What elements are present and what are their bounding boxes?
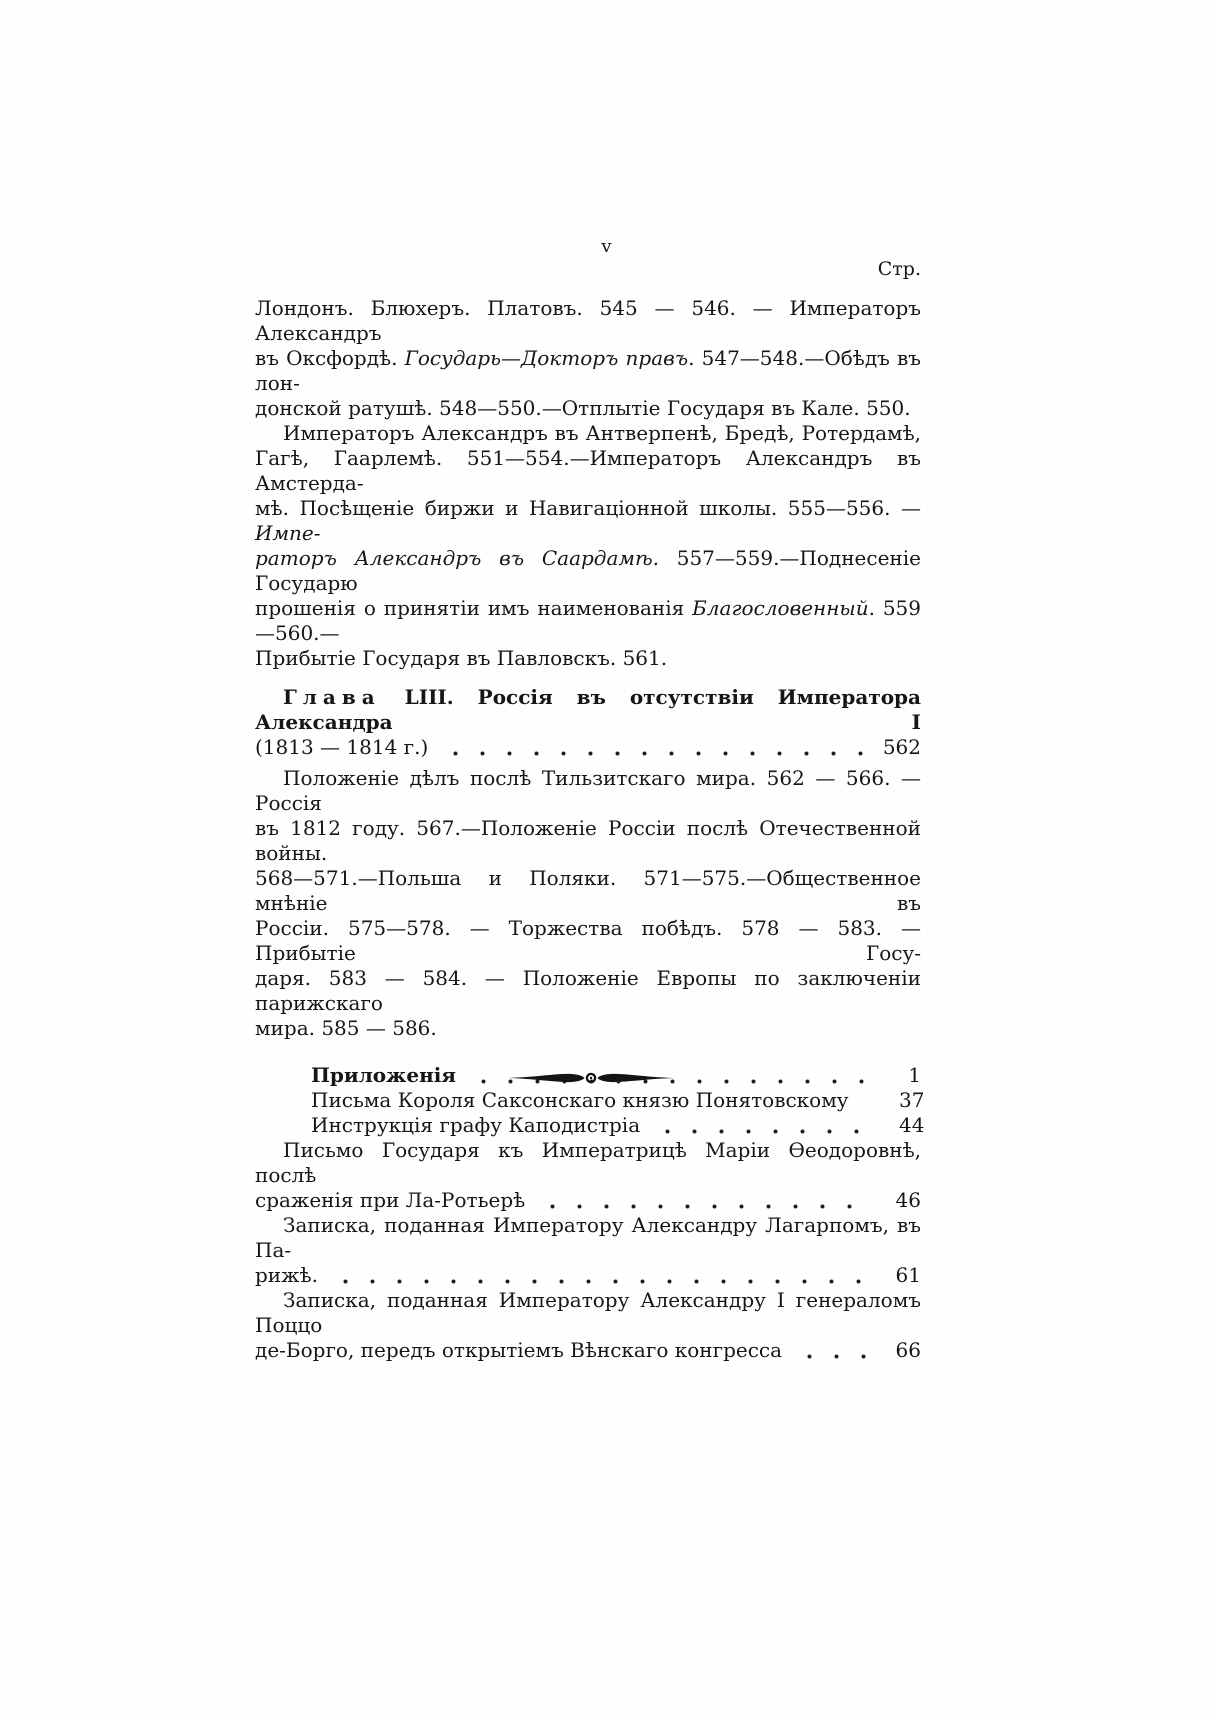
dot-leader [796, 1353, 869, 1360]
appendix-page-number: 46 [895, 1188, 921, 1212]
tailpiece-ornament-icon [506, 1068, 676, 1088]
appendix-entry [255, 1288, 921, 1363]
appendix-entry-row [255, 1263, 921, 1288]
chapter-title: LIII. Россія въ отсутствіи Императора Александра I [255, 685, 921, 734]
toc-line [255, 596, 921, 646]
toc-paragraph-3 [255, 766, 921, 1041]
toc-line [255, 1213, 921, 1263]
appendix-label: сраженія при Ла-Ротьерѣ [255, 1188, 526, 1212]
toc-line [255, 816, 921, 866]
toc-text: въ Оксфордѣ. [255, 346, 405, 370]
toc-text-italic: Государь—Докторъ правъ [404, 346, 689, 370]
toc-text: . 559—560.— [255, 596, 921, 645]
toc-line [255, 1288, 921, 1338]
chapter-heading-block [255, 685, 921, 760]
toc-text: даря. 583 — 584. — Положеніе Европы по заключеніи парижскаго [255, 966, 921, 1015]
toc-text: 557—559.—Поднесеніе Государю [255, 546, 921, 595]
toc-line [255, 916, 921, 966]
chapter-word: Глава [283, 685, 381, 709]
dot-leader [654, 1128, 869, 1135]
toc-line [255, 396, 921, 421]
toc-text: Россіи. 575—578. — Торжества побѣдъ. 578 — 583. — Прибытіе Госу- [255, 916, 921, 965]
toc-text: въ 1812 году. 567.—Положеніе Россіи послѣ Отечественной войны. [255, 816, 921, 865]
appendix-label: Записка, поданная Императору Александру I генераломъ Поццо [255, 1288, 921, 1337]
appendix-page-number: 66 [895, 1338, 921, 1362]
chapter-page-row [255, 735, 921, 760]
toc-text: Положеніе дѣлъ послѣ Тильзитскаго мира. 562 — 566. — Россія [255, 766, 921, 815]
toc-text: мира. 585 — 586. [255, 1016, 437, 1040]
appendix-label: Записка, поданная Императору Александру Лагарпомъ, въ Па- [255, 1213, 921, 1262]
toc-text: Лондонъ. Блюхеръ. Платовъ. 545 — 546. — Императоръ Александръ [255, 296, 921, 345]
toc-line [255, 421, 921, 446]
dot-leader [863, 1103, 869, 1110]
dot-leader [332, 1278, 869, 1285]
toc-column [255, 296, 925, 1363]
appendix-label: Приложенія [311, 1063, 457, 1087]
toc-text-italic: Благословенный [692, 596, 869, 620]
appendix-label: рижѣ. [255, 1263, 318, 1287]
toc-line [255, 646, 921, 671]
toc-text-italic: Импе- [255, 521, 321, 545]
toc-text: Прибытіе Государя въ Павловскъ. 561. [255, 646, 668, 670]
appendix-page-number: 1 [908, 1063, 921, 1087]
appendix-page-number: 44 [899, 1113, 925, 1137]
appendix-page-number: 61 [895, 1263, 921, 1287]
toc-line [255, 1138, 921, 1188]
appendix-page-number: 37 [899, 1088, 925, 1112]
toc-paragraph-1 [255, 296, 921, 421]
toc-line [255, 296, 921, 346]
toc-line [255, 496, 921, 546]
toc-line [255, 766, 921, 816]
appendix-label: Письма Короля Саксонскаго князю Понятовскому [311, 1088, 849, 1112]
toc-text: прошенія о принятіи имъ наименованія [255, 596, 693, 620]
toc-text: донской ратушѣ. 548—550.—Отплытіе Государя въ Кале. 550. [255, 396, 911, 420]
page-column-header: Стр. [877, 258, 921, 280]
appendix-label: Инструкція графу Каподистріа [311, 1113, 641, 1137]
chapter-page-number: 562 [882, 735, 921, 759]
toc-line [255, 966, 921, 1016]
toc-line [255, 1016, 921, 1041]
chapter-dates: (1813 — 1814 г.) [255, 735, 429, 759]
appendix-label: де-Борго, передъ открытіемъ Вѣнскаго конгресса [255, 1338, 783, 1362]
toc-text: мѣ. Посѣщеніе биржи и Навигаціонной школы. 555—556. — [255, 496, 921, 520]
appendix-label: Письмо Государя къ Императрицѣ Маріи Ѳеодоровнѣ, послѣ [255, 1138, 921, 1187]
toc-text-italic: раторъ Александръ въ Саардамѣ. [255, 546, 659, 570]
toc-line [255, 546, 921, 596]
appendix-list [255, 1063, 925, 1363]
toc-line [255, 446, 921, 496]
appendix-entry-row [255, 1188, 921, 1213]
toc-line [255, 866, 921, 916]
dot-leader [539, 1203, 869, 1210]
appendix-entry [255, 1138, 921, 1213]
toc-line [255, 346, 921, 396]
appendix-entry [255, 1213, 921, 1288]
toc-paragraph-2 [255, 421, 921, 671]
appendix-entry [255, 1113, 925, 1138]
toc-text: Гагѣ, Гаарлемѣ. 551—554.—Императоръ Александръ въ Амстерда- [255, 446, 921, 495]
dot-leader [442, 750, 869, 757]
toc-text: . 547—548.—Обѣдъ въ лон- [255, 346, 921, 395]
page-number-folio: v [601, 236, 612, 257]
chapter-heading [255, 685, 921, 735]
appendix-entry-row [255, 1338, 921, 1363]
toc-text: 568—571.—Польша и Поляки. 571—575.—Общественное мнѣніе въ [255, 866, 921, 915]
toc-text: Императоръ Александръ въ Антверпенѣ, Бредѣ, Ротердамѣ, [283, 421, 921, 445]
appendix-entry [255, 1088, 925, 1113]
